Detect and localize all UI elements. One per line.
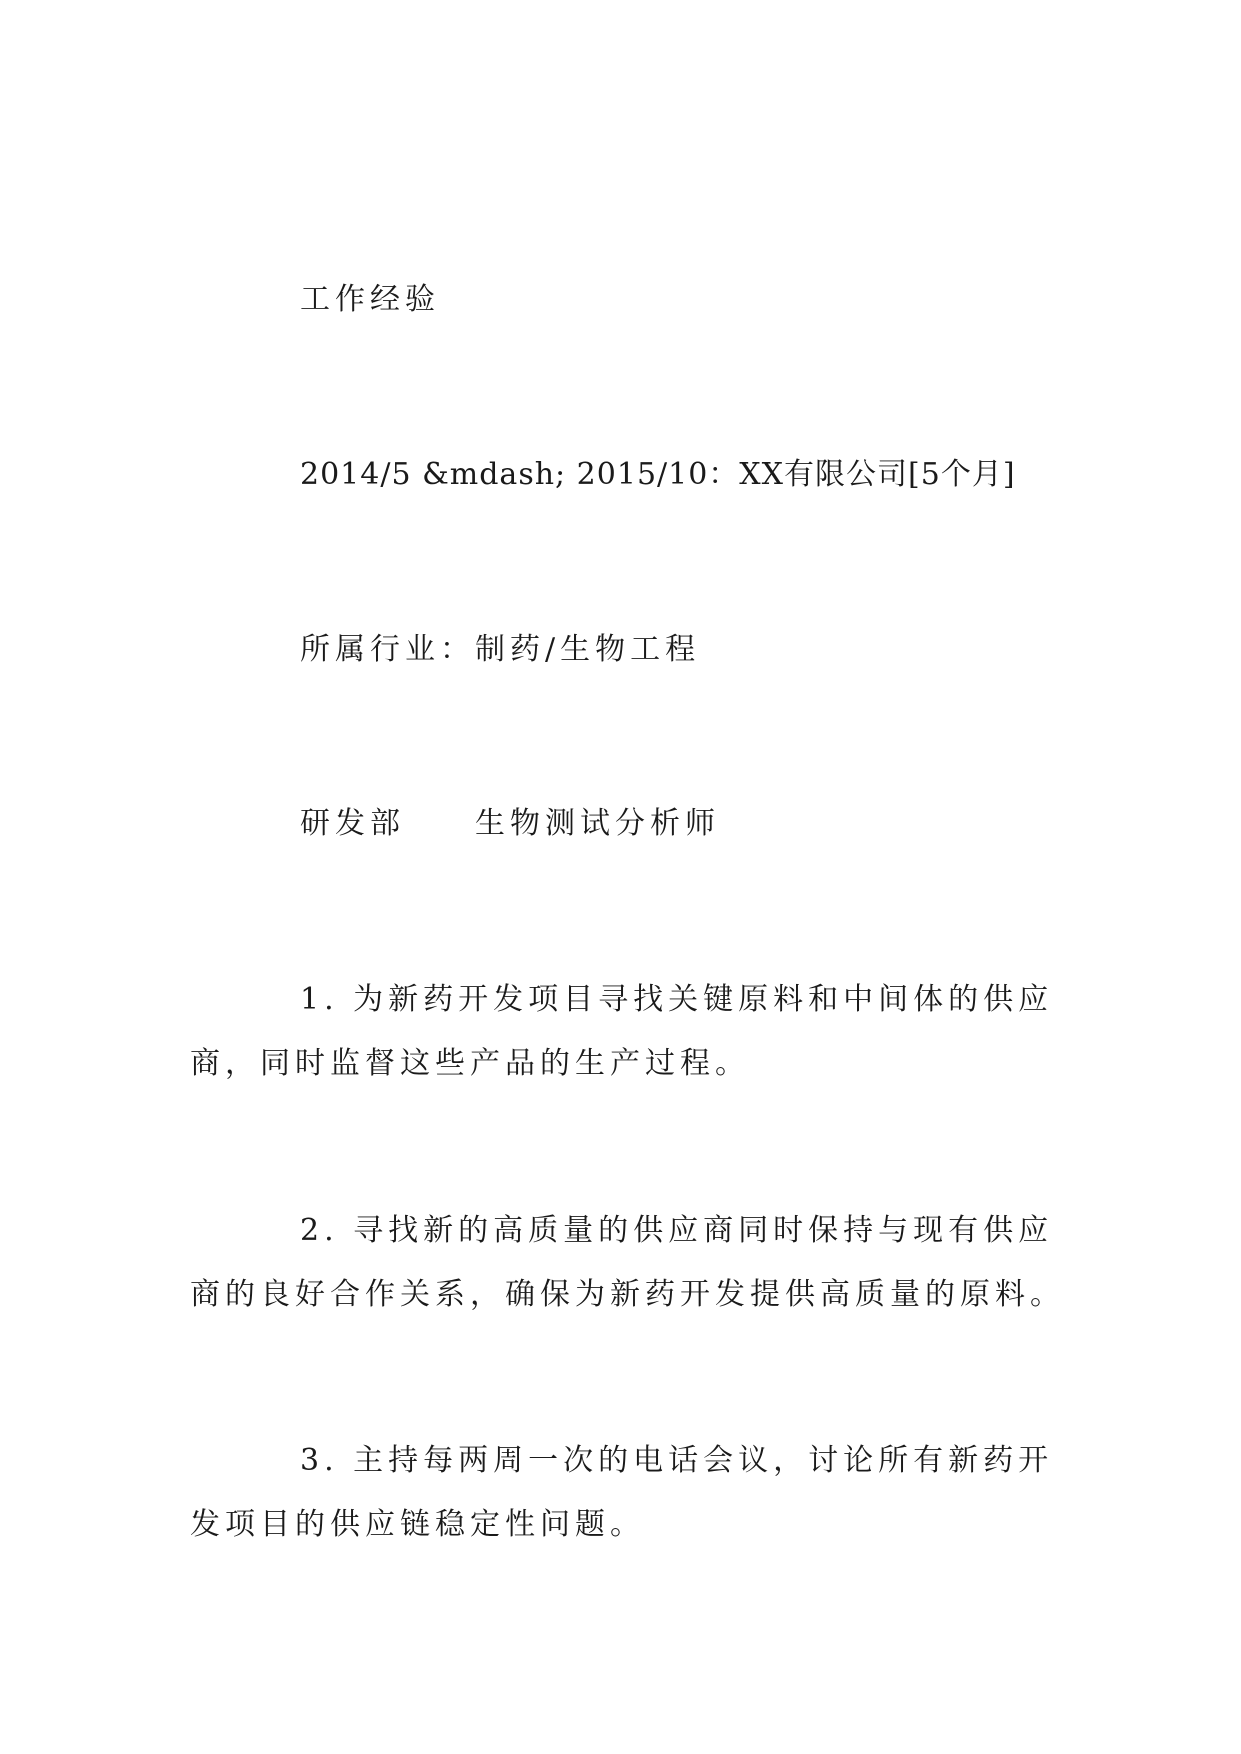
section-title: 工作经验 [300,282,440,317]
duty-item-2: 2. 寻找新的高质量的供应商同时保持与现有供应商的良好合作关系，确保为新药开发提供高质量的原料。 [190,1213,1065,1312]
duty-item-3: 3. 主持每两周一次的电话会议，讨论所有新药开发项目的供应链稳定性问题。 [190,1443,1054,1542]
employment-period: 2014/5 &mdash; 2015/10：XX有限公司[5个月] [300,457,1016,492]
industry-line: 所属行业：制药/生物工程 [300,632,701,667]
position-label: 生物测试分析师 [475,806,720,841]
department-position-line [300,806,720,842]
duty-item-1: 1. 为新药开发项目寻找关键原料和中间体的供应商，同时监督这些产品的生产过程。 [190,982,1054,1081]
department-label: 研发部 [300,806,405,841]
